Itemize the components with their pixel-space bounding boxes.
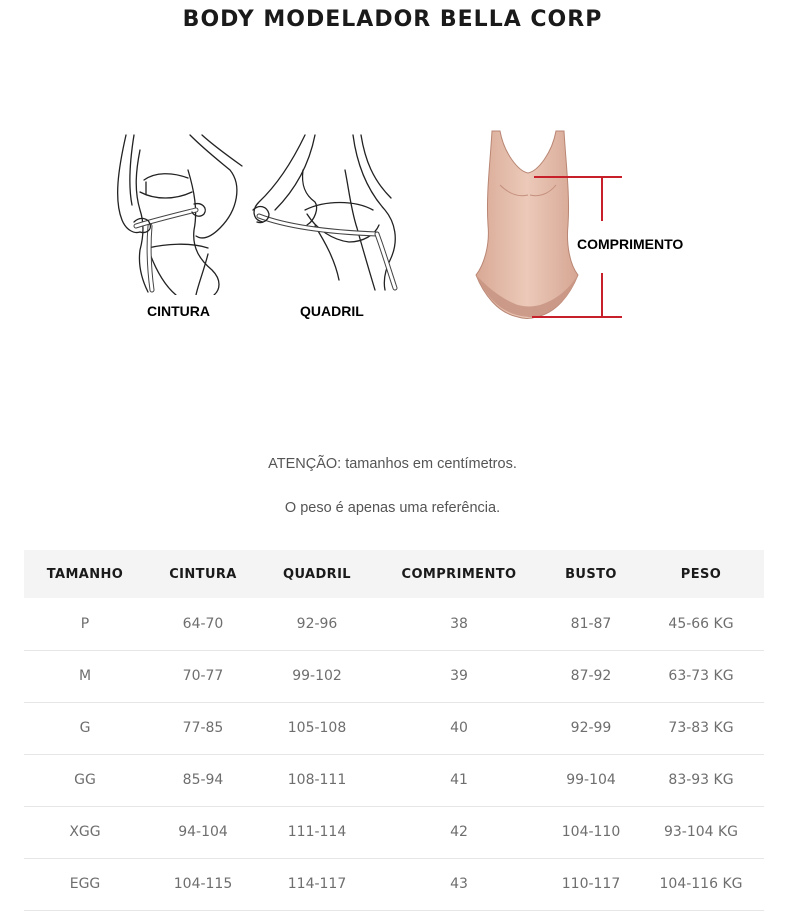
cell-size: P	[80, 615, 90, 632]
page-title: BODY MODELADOR BELLA CORP	[182, 7, 603, 32]
table-row	[24, 650, 764, 702]
cell-waist: 85-94	[182, 772, 224, 788]
cell-bust: 87-92	[570, 668, 612, 684]
cell-bust: 110-117	[561, 876, 621, 892]
cell-weight: 83-93 KG	[668, 772, 734, 788]
cell-bust: 81-87	[570, 615, 612, 632]
hip-measure-illustration	[245, 130, 410, 295]
table-row	[24, 806, 764, 858]
cell-hip: 99-102	[292, 668, 342, 684]
cell-bust: 99-104	[566, 772, 616, 788]
cell-waist: 64-70	[182, 615, 224, 632]
cell-bust: 104-110	[561, 824, 621, 840]
cell-length: 38	[450, 615, 468, 632]
table-row	[24, 598, 764, 650]
cell-size: G	[79, 720, 91, 736]
hip-label: QUADRIL	[300, 303, 364, 319]
size-table	[24, 550, 764, 911]
cell-length: 43	[450, 876, 468, 892]
table-row	[24, 702, 764, 754]
header-tamanho: TAMANHO	[46, 566, 124, 582]
cell-weight: 93-104 KG	[663, 824, 739, 840]
bodysuit-illustration	[470, 125, 630, 325]
header-comprimento: COMPRIMENTO	[401, 566, 517, 582]
cell-length: 39	[450, 668, 468, 684]
cell-length: 41	[450, 772, 468, 788]
cell-size: EGG	[69, 876, 101, 892]
waist-label: CINTURA	[147, 303, 210, 319]
cell-size: GG	[74, 772, 96, 788]
length-label: COMPRIMENTO	[577, 236, 684, 252]
cell-hip: 111-114	[287, 824, 347, 840]
waist-measure-illustration	[110, 130, 255, 295]
cell-waist: 104-115	[173, 876, 233, 892]
header-cintura: CINTURA	[169, 566, 237, 582]
cell-hip: 114-117	[287, 876, 347, 892]
cell-waist: 94-104	[178, 824, 228, 840]
weight-note: O peso é apenas uma referência.	[284, 500, 501, 516]
attention-note: ATENÇÃO: tamanhos em centímetros.	[268, 456, 517, 472]
cell-weight: 104-116 KG	[659, 876, 743, 892]
cell-hip: 92-96	[296, 615, 338, 632]
cell-waist: 77-85	[182, 720, 224, 736]
header-peso: PESO	[680, 566, 722, 582]
cell-size: XGG	[69, 824, 101, 840]
cell-waist: 70-77	[182, 668, 224, 684]
header-busto: BUSTO	[565, 566, 617, 582]
cell-weight: 45-66 KG	[668, 615, 734, 632]
cell-size: M	[78, 668, 92, 684]
table-row	[24, 754, 764, 806]
table-header-row	[24, 550, 764, 598]
cell-length: 42	[450, 824, 468, 840]
cell-length: 40	[450, 720, 468, 736]
cell-weight: 63-73 KG	[668, 668, 734, 684]
cell-hip: 105-108	[287, 720, 347, 736]
cell-bust: 92-99	[570, 720, 612, 736]
table-row	[24, 858, 764, 910]
cell-weight: 73-83 KG	[668, 720, 734, 736]
header-quadril: QUADRIL	[283, 566, 351, 582]
cell-hip: 108-111	[287, 772, 347, 788]
